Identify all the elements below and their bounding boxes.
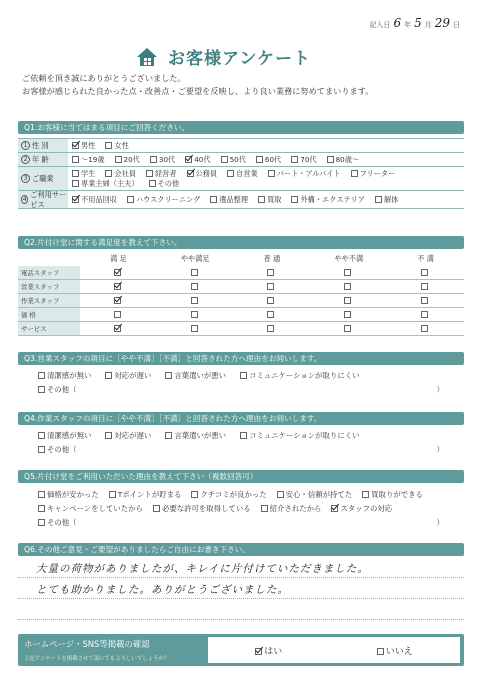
consent-no[interactable] (377, 644, 413, 657)
q1-option[interactable] (105, 169, 136, 179)
q1-option[interactable] (351, 169, 396, 179)
q4-heading: Q4.作業スタッフの項目に［やや不満］［不満］と回答された方へ理由をお伺いします。 (18, 412, 464, 425)
checkbox[interactable] (105, 372, 112, 379)
checkbox[interactable] (72, 170, 79, 177)
q2-grid (18, 254, 464, 336)
option-label: 公務員 (195, 169, 218, 178)
survey-title (136, 44, 311, 69)
row-label-text: 性 別 (32, 140, 49, 150)
q3-reasons (18, 368, 464, 396)
checkbox[interactable] (105, 170, 112, 177)
rating-checkbox[interactable] (114, 297, 121, 304)
checkbox[interactable] (227, 170, 234, 177)
checkbox[interactable] (291, 156, 298, 163)
checkbox[interactable] (221, 156, 228, 163)
comment-line (18, 577, 464, 578)
q2-column-header: やや満足 (180, 254, 210, 263)
q1-options (68, 139, 464, 152)
q2-column-header: 普 通 (263, 254, 281, 263)
date-month-unit: 月 (424, 21, 432, 29)
q2-cell (387, 282, 464, 291)
q4-reasons (18, 428, 464, 456)
q4-option[interactable] (105, 430, 151, 441)
checkbox[interactable] (146, 170, 153, 177)
q3-line (18, 368, 464, 382)
q1-option[interactable] (187, 169, 218, 179)
q4-option[interactable] (165, 430, 226, 441)
q1-row-label (18, 167, 68, 190)
q1-option[interactable] (291, 155, 316, 165)
q2-cell (234, 268, 311, 277)
row-number: 4 (22, 196, 27, 203)
q3-option[interactable] (240, 370, 359, 381)
checkbox[interactable] (362, 491, 369, 498)
q5-reasons (18, 487, 464, 529)
q2-cell (157, 324, 234, 333)
checkbox[interactable] (165, 432, 172, 439)
rating-checkbox[interactable] (421, 283, 428, 290)
q1-row (18, 191, 464, 209)
checkbox[interactable] (261, 505, 268, 512)
no-label: いいえ (385, 646, 413, 657)
option-label: 解体 (383, 194, 399, 204)
rating-checkbox[interactable] (344, 283, 351, 290)
q2-cell (80, 282, 157, 291)
q3-option[interactable] (105, 370, 151, 381)
option-label: 女性 (114, 141, 129, 150)
q3-other-line (18, 382, 464, 396)
rating-checkbox[interactable] (114, 269, 121, 276)
option-label: 買取 (267, 194, 282, 204)
q1-option[interactable] (256, 155, 281, 165)
q1-option[interactable] (210, 195, 248, 205)
q5-option[interactable] (362, 489, 423, 500)
option-label: Tポイントが貯まる (117, 489, 182, 499)
q3-other[interactable] (38, 384, 77, 395)
comment-text-2: とても助かりました。ありがとうございました。 (36, 584, 289, 596)
rating-checkbox[interactable] (267, 325, 274, 332)
q2-cell (157, 310, 234, 319)
option-label: 60代 (264, 155, 282, 164)
consent-note: 上記アンケートを掲載させて頂いてもよろしいでしょうか？ (24, 656, 170, 662)
yes-label: はい (264, 646, 283, 657)
q1-option[interactable] (375, 195, 398, 205)
rating-checkbox[interactable] (421, 297, 428, 304)
checkbox[interactable] (38, 386, 45, 393)
q2-column-header: 不 満 (417, 254, 434, 263)
q1-options (68, 153, 464, 166)
checkbox[interactable] (256, 156, 263, 163)
q4-other[interactable] (38, 444, 77, 455)
q2-cell (80, 268, 157, 277)
q2-cell (310, 310, 387, 319)
checkbox[interactable] (240, 432, 247, 439)
checkbox[interactable] (105, 432, 112, 439)
q1-option[interactable] (72, 141, 95, 151)
checkbox[interactable] (268, 170, 275, 177)
close-paren: ） (436, 517, 444, 527)
q2-cell (310, 282, 387, 291)
q2-row-label: 電話スタッフ (18, 266, 80, 279)
q5-option[interactable] (109, 489, 182, 500)
option-label: 言葉遣いが悪い (174, 430, 227, 440)
checkbox[interactable] (38, 372, 45, 379)
q1-options (68, 191, 464, 208)
option-label: 50代 (229, 155, 246, 164)
option-label: 学生 (81, 169, 96, 178)
house-icon (136, 46, 158, 68)
option-label: 自営業 (236, 169, 258, 178)
option-label: その他（ (47, 384, 77, 394)
q1-row-label (18, 139, 68, 152)
option-label: 不用品回収 (81, 194, 117, 204)
rating-checkbox[interactable] (114, 325, 121, 332)
consent-yes[interactable] (255, 644, 282, 657)
q2-row (18, 294, 464, 308)
q1-row (18, 153, 464, 167)
option-label: 必要な許可を取得している (161, 503, 251, 513)
checkbox[interactable] (72, 142, 79, 149)
rating-checkbox[interactable] (114, 283, 121, 290)
checkbox[interactable] (105, 142, 112, 149)
rating-checkbox[interactable] (344, 311, 351, 318)
q1-option[interactable] (221, 155, 246, 165)
checkbox[interactable] (327, 156, 334, 163)
checkbox[interactable] (240, 372, 247, 379)
option-label: 遺品整理 (219, 194, 249, 204)
q2-row-label: 価 格 (18, 308, 80, 321)
q4-option[interactable] (38, 430, 91, 441)
yes-checkbox[interactable] (255, 648, 262, 655)
checkbox[interactable] (165, 372, 172, 379)
q5-other-line (18, 515, 464, 529)
row-label-text: 年 齢 (32, 154, 49, 164)
page-title: お客様アンケート (168, 49, 311, 69)
q2-cell (387, 296, 464, 305)
publish-consent (18, 634, 464, 666)
q2-row-label: 作業スタッフ (18, 294, 80, 307)
q2-cell (80, 296, 157, 305)
q2-cell (387, 268, 464, 277)
option-label: 安心・信頼が持てた (285, 489, 353, 499)
q1-option[interactable] (258, 195, 281, 205)
option-label: 70代 (300, 155, 317, 164)
row-number: 1 (21, 141, 30, 150)
q5-line (18, 501, 464, 515)
q2-row-label: 営業スタッフ (18, 280, 80, 293)
q2-cell (157, 282, 234, 291)
q2-header-spacer (18, 254, 80, 266)
option-label: フリーター (359, 169, 396, 178)
option-label: 専業主婦（主夫） (81, 179, 139, 188)
option-label: コミュニケーションが取りにくい (249, 370, 360, 380)
q5-line (18, 487, 464, 501)
date-year-unit: 年 (404, 21, 412, 29)
q1-row-label (18, 153, 68, 166)
option-label: 30代 (158, 155, 176, 164)
rating-checkbox[interactable] (191, 269, 198, 276)
checkbox[interactable] (150, 156, 157, 163)
rating-checkbox[interactable] (267, 297, 274, 304)
consent-title: ホームページ・SNS等掲載の確認 (24, 639, 150, 649)
option-label: 40代 (194, 155, 211, 164)
q6-comment-area (18, 559, 464, 634)
q4-other-line (18, 442, 464, 456)
option-label: その他（ (47, 517, 77, 527)
q5-option[interactable] (191, 489, 266, 500)
q5-option[interactable] (38, 503, 143, 514)
q4-option[interactable] (240, 430, 359, 441)
q2-row (18, 280, 464, 294)
option-label: ハウスクリーニング (135, 194, 201, 204)
option-label: クチコミが良かった (200, 489, 267, 499)
q1-option[interactable] (105, 141, 128, 151)
row-label-text: ご職業 (32, 173, 54, 183)
q4-line (18, 428, 464, 442)
q5-option[interactable] (38, 489, 99, 500)
q2-header (18, 254, 464, 266)
rating-checkbox[interactable] (191, 297, 198, 304)
intro-line-1: ご依頼を頂き誠にありがとうございました。 (22, 73, 186, 83)
q2-cell (310, 324, 387, 333)
checkbox[interactable] (127, 196, 134, 203)
q1-options (68, 167, 464, 190)
checkbox[interactable] (109, 491, 116, 498)
rating-checkbox[interactable] (191, 325, 198, 332)
q1-option[interactable] (327, 155, 360, 165)
close-paren: ） (436, 444, 444, 454)
q5-other[interactable] (38, 517, 77, 528)
q1-row (18, 167, 464, 191)
checkbox[interactable] (149, 180, 156, 187)
checkbox[interactable] (191, 491, 198, 498)
intro-line-2: お客様が感じられた良かった点・改善点・ご要望を反映し、より良い業務に努めてまいります。 (22, 86, 374, 96)
row-label-text: ご利用サービス (30, 189, 67, 209)
q3-heading: Q3.営業スタッフの項目に［やや不満］［不満］と回答された方へ理由をお伺いします。 (18, 352, 464, 365)
entry-date (369, 16, 460, 30)
checkbox[interactable] (291, 196, 298, 203)
checkbox[interactable] (38, 491, 45, 498)
option-label: キャンペーンをしていたから (47, 503, 143, 513)
q1-option[interactable] (185, 155, 210, 165)
checkbox[interactable] (375, 196, 382, 203)
q1-option[interactable] (115, 155, 140, 165)
consent-options (208, 637, 460, 663)
option-label: 対応が遅い (114, 430, 152, 440)
option-label: 〜19歳 (81, 155, 105, 164)
option-label: 価格が安かった (47, 489, 99, 499)
checkbox[interactable] (38, 505, 45, 512)
rating-checkbox[interactable] (191, 283, 198, 290)
rating-checkbox[interactable] (267, 269, 274, 276)
survey-sheet (18, 14, 464, 666)
q1-option[interactable] (127, 195, 200, 205)
close-paren: ） (436, 384, 444, 394)
q3-option[interactable] (38, 370, 91, 381)
checkbox[interactable] (351, 170, 358, 177)
option-label: 外構・エクステリア (300, 194, 365, 204)
q2-cell (157, 268, 234, 277)
comment-text-1: 大量の荷物がありましたが、キレイに片付けていただきました。 (36, 563, 369, 575)
q2-cell (310, 296, 387, 305)
checkbox[interactable] (210, 196, 217, 203)
option-label: 清潔感が無い (47, 430, 92, 440)
q1-option[interactable] (150, 155, 175, 165)
q1-option[interactable] (149, 179, 180, 189)
intro-text (22, 72, 373, 98)
option-label: 買取りができる (371, 489, 423, 499)
option-label: 紹介されたから (269, 503, 322, 513)
rating-checkbox[interactable] (421, 269, 428, 276)
q2-column-header: やや不満 (334, 254, 364, 263)
q1-option[interactable] (72, 155, 105, 165)
q2-row-label: サービス (18, 322, 80, 335)
q1-option[interactable] (72, 169, 95, 179)
q5-option[interactable] (261, 503, 322, 514)
option-label: パート・アルバイト (276, 169, 341, 178)
q5-option[interactable] (277, 489, 353, 500)
q2-cell (234, 324, 311, 333)
q1-option[interactable] (72, 195, 117, 205)
q6-heading: Q6.その他ご意見・ご要望がありましたらご自由にお書き下さい。 (18, 543, 464, 556)
no-checkbox[interactable] (377, 648, 384, 655)
rating-checkbox[interactable] (344, 325, 351, 332)
q2-cell (234, 296, 311, 305)
q2-row (18, 322, 464, 336)
q2-row (18, 266, 464, 280)
option-label: 言葉遣いが悪い (174, 370, 227, 380)
date-month: 5 (414, 16, 422, 30)
q5-heading: Q5.片付け堂をご利用いただいた理由を教えて下さい（複数回答可） (18, 470, 464, 483)
q1-row (18, 139, 464, 153)
option-label: 80歳〜 (335, 155, 360, 164)
checkbox[interactable] (38, 432, 45, 439)
option-label: 20代 (123, 155, 140, 164)
row-number: 3 (21, 174, 30, 183)
q2-heading: Q2.片付け堂に関する満足度を教えて下さい。 (18, 236, 464, 249)
rating-checkbox[interactable] (114, 311, 121, 318)
q2-cell (234, 282, 311, 291)
checkbox[interactable] (72, 156, 79, 163)
date-day-unit: 日 (453, 21, 460, 29)
row-number: 2 (21, 155, 30, 164)
q2-cell (387, 310, 464, 319)
option-label: その他 (157, 179, 180, 188)
q5-option[interactable] (331, 503, 392, 514)
checkbox[interactable] (185, 156, 192, 163)
checkbox[interactable] (115, 156, 122, 163)
rating-checkbox[interactable] (267, 283, 274, 290)
date-day: 29 (434, 16, 450, 30)
rating-checkbox[interactable] (267, 311, 274, 318)
q1-option[interactable] (146, 169, 177, 179)
option-label: その他（ (47, 444, 77, 454)
option-label: 経営者 (154, 169, 177, 178)
q1-table (18, 138, 464, 209)
q2-cell (387, 324, 464, 333)
comment-line (18, 619, 464, 620)
q5-option[interactable] (153, 503, 251, 514)
option-label: コミュニケーションが取りにくい (249, 430, 360, 440)
option-label: 清潔感が無い (47, 370, 92, 380)
option-label: 男性 (81, 141, 96, 150)
q1-option[interactable] (227, 169, 258, 179)
option-label: 対応が遅い (114, 370, 152, 380)
q1-heading: Q1.お客様に当てはまる項目にご回答ください。 (18, 121, 464, 134)
checkbox[interactable] (187, 170, 194, 177)
q1-row-label (18, 191, 68, 208)
q1-option[interactable] (72, 179, 139, 189)
comment-line (18, 598, 464, 599)
q2-cell (80, 310, 157, 319)
rating-checkbox[interactable] (344, 297, 351, 304)
option-label: 会社員 (114, 169, 136, 178)
checkbox[interactable] (277, 491, 284, 498)
checkbox[interactable] (331, 505, 338, 512)
q2-column-header: 満 足 (110, 254, 127, 263)
checkbox[interactable] (258, 196, 265, 203)
date-year: 6 (393, 16, 402, 30)
q2-row (18, 308, 464, 322)
q2-cell (157, 296, 234, 305)
checkbox[interactable] (72, 180, 79, 187)
q2-cell (80, 324, 157, 333)
date-label: 記入日 (369, 21, 391, 29)
checkbox[interactable] (72, 196, 79, 203)
q1-option[interactable] (268, 169, 341, 179)
q1-option[interactable] (291, 195, 364, 205)
q2-cell (310, 268, 387, 277)
checkbox[interactable] (38, 446, 45, 453)
checkbox[interactable] (153, 505, 160, 512)
rating-checkbox[interactable] (191, 311, 198, 318)
rating-checkbox[interactable] (421, 325, 428, 332)
checkbox[interactable] (38, 519, 45, 526)
q2-cell (234, 310, 311, 319)
q3-option[interactable] (165, 370, 226, 381)
rating-checkbox[interactable] (421, 311, 428, 318)
rating-checkbox[interactable] (344, 269, 351, 276)
option-label: スタッフの対応 (340, 503, 393, 513)
